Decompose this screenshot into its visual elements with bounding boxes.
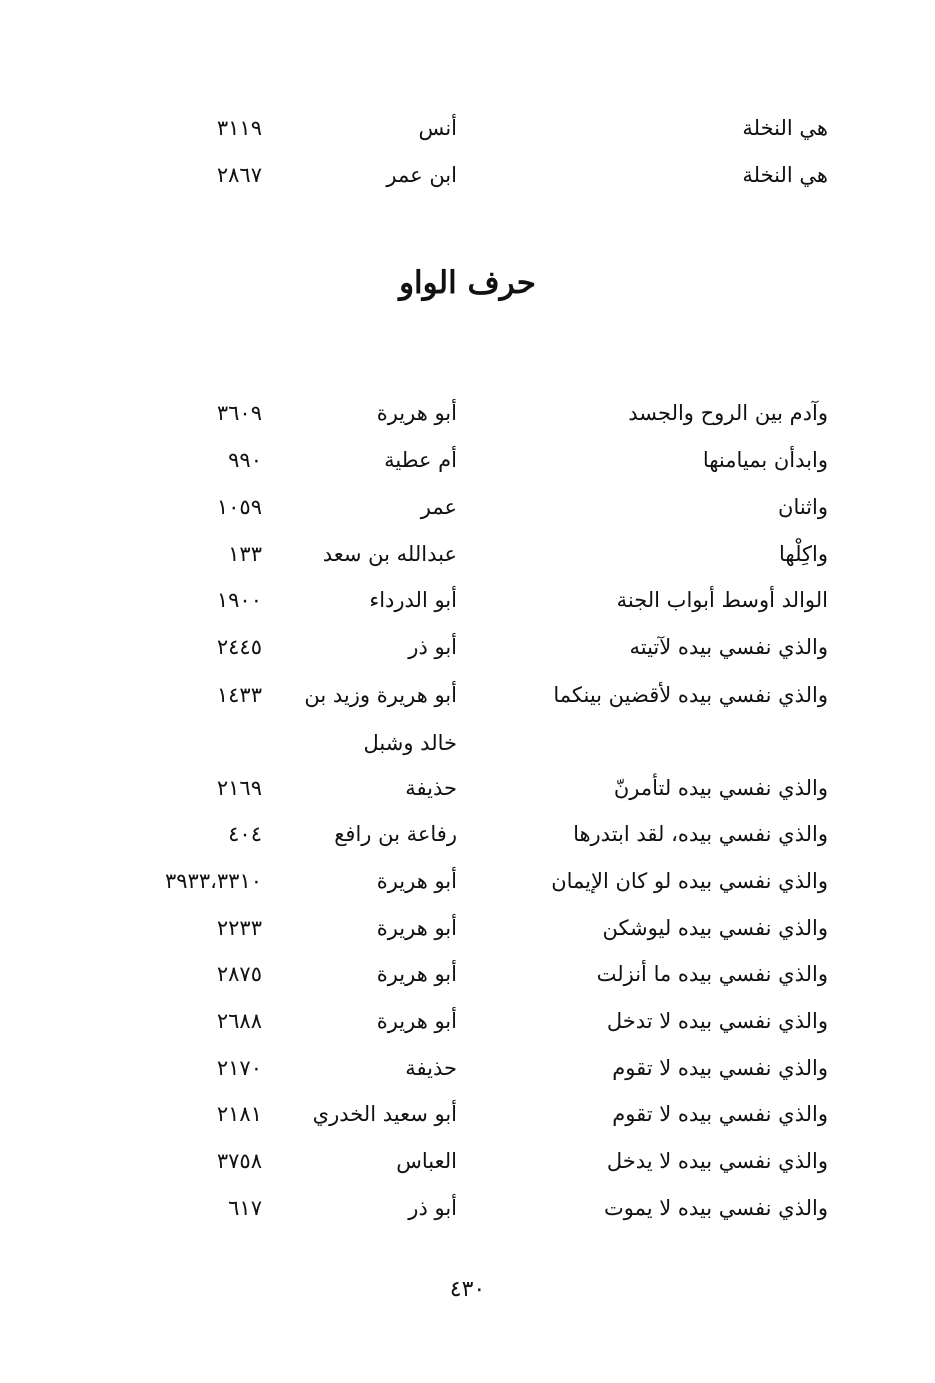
index-row <box>0 534 935 574</box>
hadith-number: ١٩٠٠ <box>216 588 262 612</box>
index-row <box>0 627 935 667</box>
narrator-name: رفاعة بن رافع <box>334 822 457 846</box>
hadith-number: ٢١٧٠ <box>216 1056 262 1080</box>
index-row-continuation <box>0 723 935 763</box>
hadith-number: ٢٤٤٥ <box>216 635 262 659</box>
narrator-name: أبو سعيد الخدري <box>312 1102 457 1126</box>
narrator-name: أبو هريرة وزيد بن <box>304 683 457 707</box>
hadith-phrase: هي النخلة <box>742 163 828 187</box>
hadith-number: ١٣٣ <box>228 542 262 566</box>
narrator-name: أبو هريرة <box>376 869 457 893</box>
hadith-phrase: وآدم بين الروح والجسد <box>628 401 828 425</box>
hadith-number: ٣٦٠٩ <box>216 401 262 425</box>
section-title: حرف الواو <box>399 265 536 301</box>
hadith-phrase: والذي نفسي بيده لأقضين بينكما <box>553 683 828 707</box>
hadith-phrase: واثنان <box>778 495 828 519</box>
page-number: ٤٣٠ <box>449 1277 486 1302</box>
narrator-name: أبو ذر <box>408 1196 457 1220</box>
hadith-number: ٣٩٣٣،٣٣١٠ <box>164 869 262 893</box>
index-row <box>0 675 935 715</box>
hadith-phrase: الوالد أوسط أبواب الجنة <box>616 588 828 612</box>
hadith-number: ٩٩٠ <box>228 448 262 472</box>
hadith-number: ٣٧٥٨ <box>216 1149 262 1173</box>
hadith-phrase: والذي نفسي بيده لا يموت <box>603 1196 828 1220</box>
index-row <box>0 108 935 148</box>
narrator-name: أم عطية <box>384 448 457 472</box>
hadith-number: ١٠٥٩ <box>216 495 262 519</box>
hadith-phrase: وابدأن بميامنها <box>702 448 828 472</box>
index-row <box>0 908 935 948</box>
index-row <box>0 580 935 620</box>
hadith-number: ٢٦٨٨ <box>216 1009 262 1033</box>
hadith-number: ٢٨٧٥ <box>216 962 262 986</box>
narrator-name: أبو هريرة <box>376 962 457 986</box>
narrator-name: ابن عمر <box>386 163 457 187</box>
index-row <box>0 954 935 994</box>
hadith-number: ٤٠٤ <box>228 822 262 846</box>
hadith-phrase: والذي نفسي بيده لا تدخل <box>606 1009 828 1033</box>
index-row <box>0 1188 935 1228</box>
narrator-name: خالد وشبل <box>363 731 457 755</box>
index-row <box>0 814 935 854</box>
hadith-phrase: هي النخلة <box>742 116 828 140</box>
hadith-phrase: والذي نفسي بيده لا تقوم <box>612 1102 828 1126</box>
hadith-number: ٣١١٩ <box>216 116 262 140</box>
narrator-name: أبو هريرة <box>376 401 457 425</box>
hadith-phrase: والذي نفسي بيده، لقد ابتدرها <box>573 822 828 846</box>
index-row <box>0 155 935 195</box>
narrator-name: عبدالله بن سعد <box>322 542 457 566</box>
hadith-phrase: والذي نفسي بيده ما أنزلت <box>596 962 828 986</box>
hadith-phrase: والذي نفسي بيده ليوشكن <box>602 916 828 940</box>
hadith-number: ٦١٧ <box>228 1196 262 1220</box>
hadith-phrase: والذي نفسي بيده لو كان الإيمان <box>551 869 828 893</box>
index-row <box>0 1094 935 1134</box>
hadith-phrase: والذي نفسي بيده لا تقوم <box>612 1056 828 1080</box>
narrator-name: عمر <box>420 495 457 519</box>
narrator-name: حذيفة <box>405 1056 457 1080</box>
index-row <box>0 1141 935 1181</box>
narrator-name: أبو الدرداء <box>369 588 457 612</box>
index-row <box>0 393 935 433</box>
hadith-number: ٢٨٦٧ <box>216 163 262 187</box>
index-row <box>0 1001 935 1041</box>
index-row <box>0 861 935 901</box>
hadith-number: ٢٢٣٣ <box>216 916 262 940</box>
hadith-number: ١٤٣٣ <box>216 683 262 707</box>
hadith-number: ٢١٨١ <box>216 1102 262 1126</box>
narrator-name: العباس <box>396 1149 457 1173</box>
index-row <box>0 487 935 527</box>
narrator-name: أنس <box>418 116 457 140</box>
narrator-name: أبو هريرة <box>376 1009 457 1033</box>
index-row <box>0 768 935 808</box>
index-row <box>0 440 935 480</box>
hadith-phrase: والذي نفسي بيده لتأمرنّ <box>613 776 828 800</box>
index-row <box>0 1048 935 1088</box>
hadith-number: ٢١٦٩ <box>216 776 262 800</box>
hadith-phrase: واكِلْها <box>778 542 828 566</box>
narrator-name: حذيفة <box>405 776 457 800</box>
narrator-name: أبو هريرة <box>376 916 457 940</box>
hadith-phrase: والذي نفسي بيده لا يدخل <box>606 1149 828 1173</box>
narrator-name: أبو ذر <box>408 635 457 659</box>
hadith-phrase: والذي نفسي بيده لآتيته <box>629 635 828 659</box>
